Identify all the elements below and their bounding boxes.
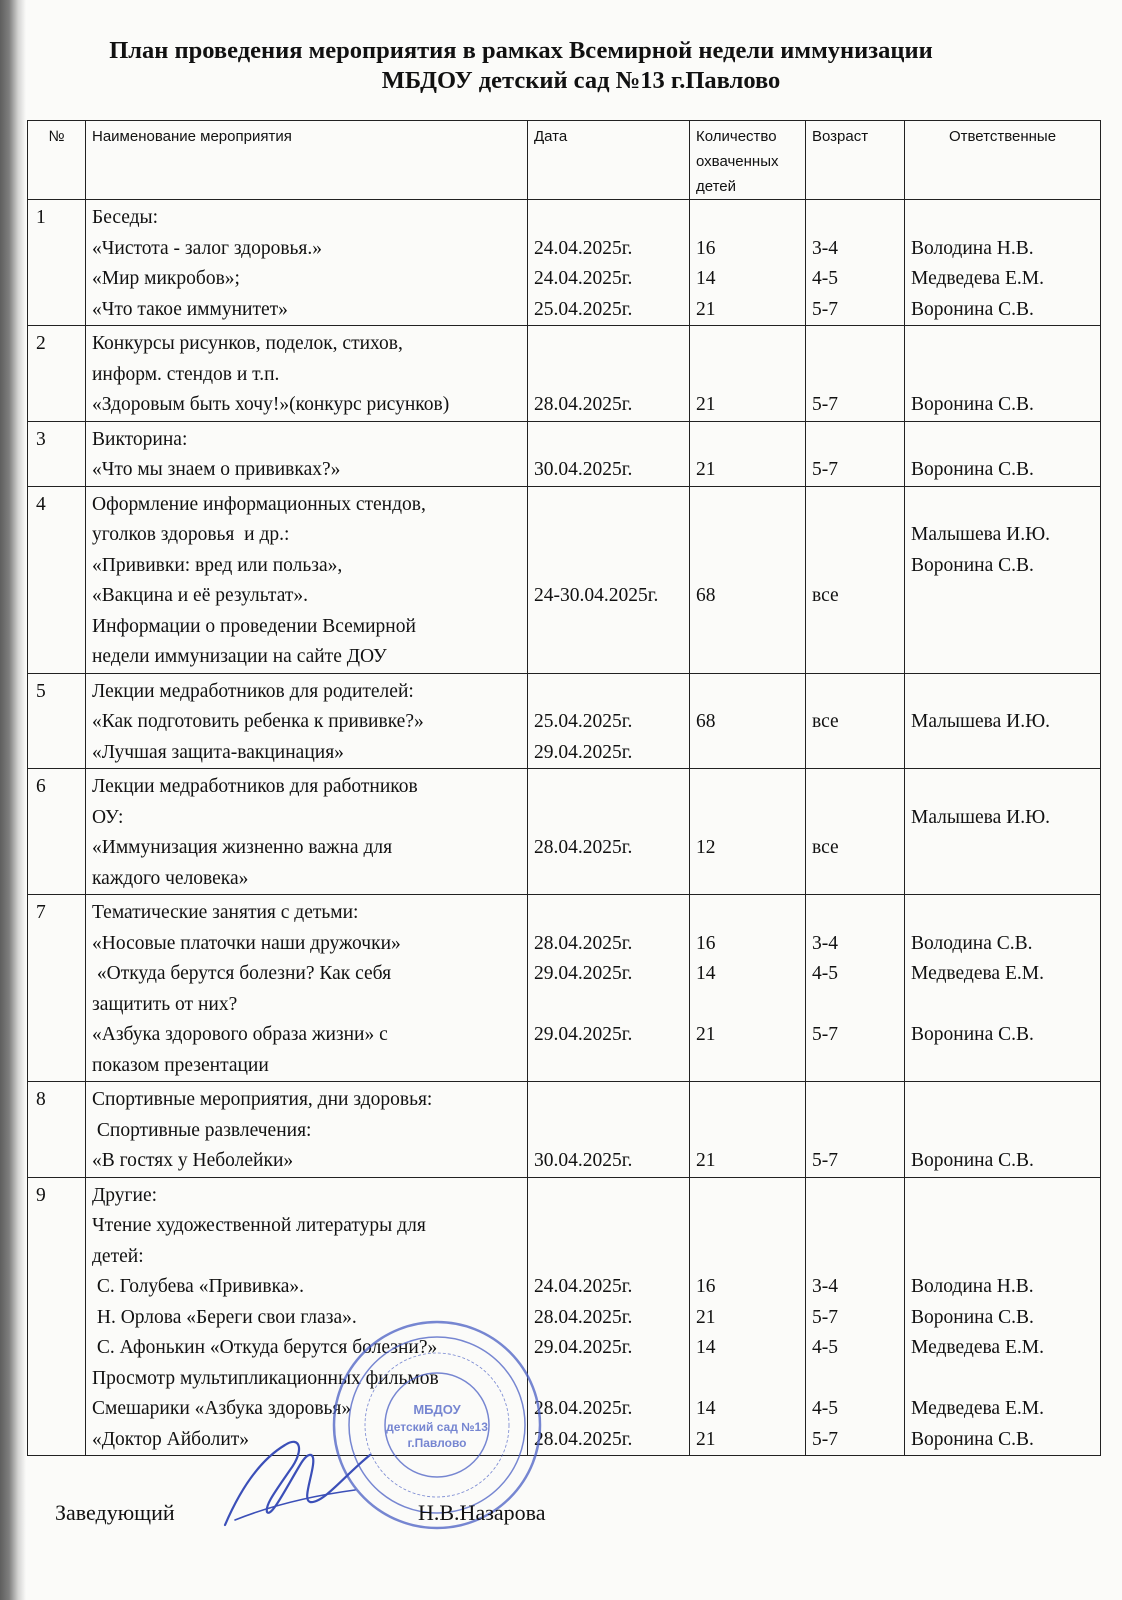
cell-date-line: 29.04.2025г.	[534, 963, 633, 984]
cell-date-line	[534, 1085, 683, 1116]
cell-date-line	[534, 990, 683, 1021]
cell-age-line: 4-5	[812, 1398, 838, 1419]
cell-responsible-line	[911, 772, 1094, 803]
cell-children-count-line	[696, 1211, 799, 1242]
cell-date-line: 29.04.2025г.	[534, 1024, 633, 1045]
cell-date-line: 24.04.2025г.	[534, 237, 633, 259]
cell-responsible-line: Медведева Е.М.	[911, 963, 1044, 984]
cell-responsible	[905, 673, 1101, 769]
cell-children-count-line: 12	[696, 837, 716, 858]
cell-event-name	[86, 673, 528, 769]
cell-responsible-line	[911, 425, 1094, 456]
cell-age	[806, 895, 905, 1082]
cell-age-line	[812, 990, 898, 1021]
cell-age-line: все	[812, 837, 839, 858]
footer-position: Заведующий	[55, 1500, 175, 1525]
cell-responsible-line	[911, 1181, 1094, 1212]
cell-date-line: 24-30.04.2025г.	[534, 585, 659, 606]
cell-children-count-line	[696, 551, 799, 582]
cell-responsible-line	[911, 203, 1094, 234]
cell-date	[528, 769, 690, 895]
cell-children-count	[690, 421, 806, 486]
cell-num: 4	[28, 486, 86, 673]
cell-age-line: 5-7	[812, 1150, 838, 1171]
cell-date-line	[534, 1116, 683, 1147]
cell-responsible-line	[911, 360, 1094, 391]
cell-event-name-line: Лекции медработников для родителей:	[92, 680, 414, 702]
cell-children-count-line	[696, 612, 799, 643]
cell-children-count-line: 16	[696, 1276, 716, 1297]
cell-responsible-line	[911, 1242, 1094, 1273]
cell-event-name-line: С. Голубева «Прививка».	[92, 1276, 305, 1297]
cell-children-count	[690, 326, 806, 422]
cell-children-count-line	[696, 677, 799, 708]
seal-text-line: г.Павлово	[407, 1436, 467, 1450]
table-row	[28, 486, 1101, 673]
cell-age-line: все	[812, 585, 839, 606]
table-row	[28, 200, 1101, 326]
cell-date	[528, 1082, 690, 1178]
cell-event-name-line: «Что мы знаем о прививках?»	[92, 459, 341, 480]
cell-age-line	[812, 803, 898, 834]
cell-age-line	[812, 1181, 898, 1212]
cell-age-line: 4-5	[812, 268, 838, 289]
cell-date	[528, 421, 690, 486]
cell-age	[806, 200, 905, 326]
header-name: Наименование мероприятия	[86, 121, 528, 200]
cell-children-count-line	[696, 1116, 799, 1147]
cell-date-line	[534, 1181, 683, 1212]
cell-children-count-line	[696, 1085, 799, 1116]
cell-children-count-line	[696, 1051, 799, 1082]
cell-date-line: 25.04.2025г.	[534, 298, 633, 320]
cell-event-name-line: защитить от них?	[92, 993, 238, 1015]
cell-age	[806, 421, 905, 486]
cell-responsible-line: Воронина С.В.	[911, 298, 1034, 320]
cell-responsible	[905, 200, 1101, 326]
cell-age	[806, 486, 905, 673]
cell-age-line	[812, 1242, 898, 1273]
cell-date	[528, 326, 690, 422]
cell-children-count-line	[696, 329, 799, 360]
cell-responsible-line	[911, 833, 1094, 864]
cell-responsible-line: Воронина С.В.	[911, 1150, 1034, 1171]
cell-event-name	[86, 895, 528, 1082]
events-table	[27, 120, 1101, 1456]
table-row	[28, 1082, 1101, 1178]
cell-date-line	[534, 677, 683, 708]
cell-responsible	[905, 421, 1101, 486]
signature-mark	[205, 1420, 375, 1540]
seal-text-line: детский сад №13	[386, 1420, 488, 1434]
cell-responsible-line: Воронина С.В.	[911, 1306, 1034, 1328]
cell-age-line: 3-4	[812, 1276, 838, 1297]
cell-age-line	[812, 329, 898, 360]
cell-children-count-line	[696, 203, 799, 234]
cell-age	[806, 1082, 905, 1178]
cell-event-name-line: «Иммунизация жизненно важна для	[92, 837, 393, 858]
cell-event-name-line: «Откуда берутся болезни? Как себя	[92, 963, 392, 984]
cell-age-line: 5-7	[812, 1306, 838, 1328]
cell-event-name-line: «Что такое иммунитет»	[92, 298, 288, 320]
cell-responsible-line	[911, 1085, 1094, 1116]
cell-event-name-line: Информации о проведении Всемирной	[92, 615, 416, 637]
cell-responsible-line	[911, 1211, 1094, 1242]
header-count-line: детей	[696, 178, 737, 195]
cell-event-name-line: информ. стендов и т.п.	[92, 363, 280, 385]
cell-children-count-line: 21	[696, 298, 716, 320]
table-body	[28, 200, 1101, 1456]
header-responsible: Ответственные	[905, 121, 1101, 200]
table-row	[28, 1177, 1101, 1456]
cell-date	[528, 895, 690, 1082]
cell-date-line: 28.04.2025г.	[534, 394, 633, 415]
cell-date-line	[534, 1211, 683, 1242]
cell-date-line: 24.04.2025г.	[534, 268, 633, 289]
cell-age-line: 5-7	[812, 459, 838, 480]
cell-event-name-line: уголков здоровья и др.:	[92, 524, 290, 545]
cell-children-count-line: 21	[696, 1306, 716, 1328]
cell-responsible-line	[911, 677, 1094, 708]
cell-age-line	[812, 551, 898, 582]
cell-age-line	[812, 864, 898, 895]
cell-age-line	[812, 1085, 898, 1116]
cell-responsible	[905, 326, 1101, 422]
header-count-line: Количество	[696, 128, 777, 145]
cell-responsible-line: Медведева Е.М.	[911, 268, 1044, 289]
cell-children-count	[690, 673, 806, 769]
cell-date-line: 28.04.2025г.	[534, 837, 633, 858]
cell-date-line: 29.04.2025г.	[534, 741, 633, 763]
cell-date-line	[534, 520, 683, 551]
cell-children-count-line: 16	[696, 932, 716, 954]
cell-date	[528, 1177, 690, 1456]
cell-children-count-line	[696, 990, 799, 1021]
cell-children-count-line	[696, 642, 799, 673]
cell-num: 7	[28, 895, 86, 1082]
cell-event-name-line: «Вакцина и её результат».	[92, 585, 308, 606]
cell-responsible-line	[911, 1364, 1094, 1395]
cell-date-line: 28.04.2025г.	[534, 1428, 633, 1450]
cell-age-line	[812, 898, 898, 929]
cell-responsible-line	[911, 490, 1094, 521]
cell-children-count-line	[696, 1364, 799, 1395]
cell-date-line: 28.04.2025г.	[534, 1398, 633, 1419]
cell-date-line: 28.04.2025г.	[534, 1306, 633, 1328]
cell-responsible	[905, 1082, 1101, 1178]
cell-date-line: 29.04.2025г.	[534, 1337, 633, 1358]
cell-event-name-line: недели иммунизации на сайте ДОУ	[92, 646, 387, 667]
cell-children-count-line: 21	[696, 459, 716, 480]
scan-shadow-edge	[0, 0, 26, 1600]
cell-responsible-line: Воронина С.В.	[911, 1024, 1034, 1045]
cell-date-line	[534, 203, 683, 234]
cell-date-line	[534, 803, 683, 834]
cell-responsible-line: Малышева И.Ю.	[911, 524, 1051, 545]
cell-children-count-line: 68	[696, 711, 716, 732]
cell-age-line: 3-4	[812, 932, 838, 954]
cell-event-name-line: «Азбука здорового образа жизни» с	[92, 1024, 388, 1045]
cell-age-line	[812, 642, 898, 673]
cell-responsible-line: Воронина С.В.	[911, 1428, 1034, 1450]
header-date: Дата	[528, 121, 690, 200]
cell-children-count	[690, 1177, 806, 1456]
cell-children-count	[690, 200, 806, 326]
cell-children-count-line	[696, 1181, 799, 1212]
cell-event-name-line: «Мир микробов»;	[92, 268, 240, 289]
cell-age	[806, 673, 905, 769]
cell-event-name-line: «Как подготовить ребенка к прививке?»	[92, 711, 424, 732]
page-title: План проведения мероприятия в рамках Всемирной недели иммунизации	[109, 37, 933, 64]
cell-event-name-line: Смешарики «Азбука здоровья»	[92, 1398, 352, 1419]
cell-event-name	[86, 1082, 528, 1178]
table-row	[28, 769, 1101, 895]
cell-num: 9	[28, 1177, 86, 1456]
cell-event-name-line: «Чистота - залог здоровья.»	[92, 237, 323, 259]
cell-age-line	[812, 360, 898, 391]
cell-responsible-line: Володина Н.В.	[911, 237, 1034, 259]
cell-responsible-line	[911, 581, 1094, 612]
header-num: №	[28, 121, 86, 200]
cell-responsible-line: Воронина С.В.	[911, 459, 1034, 480]
cell-age-line	[812, 612, 898, 643]
cell-num: 3	[28, 421, 86, 486]
cell-date	[528, 200, 690, 326]
page-subtitle: МБДОУ детский сад №13 г.Павлово	[381, 67, 781, 94]
cell-age-line: 5-7	[812, 1428, 838, 1450]
cell-age-line	[812, 425, 898, 456]
cell-date	[528, 673, 690, 769]
cell-children-count-line	[696, 360, 799, 391]
cell-responsible-line	[911, 642, 1094, 673]
cell-event-name-line: Викторина:	[92, 428, 188, 450]
cell-responsible-line: Малышева И.Ю.	[911, 711, 1051, 732]
cell-date-line	[534, 1242, 683, 1273]
cell-date-line	[534, 425, 683, 456]
cell-children-count	[690, 1082, 806, 1178]
cell-responsible-line	[911, 612, 1094, 643]
cell-date-line	[534, 612, 683, 643]
cell-date-line: 28.04.2025г.	[534, 932, 633, 954]
cell-event-name-line: Лекции медработников для работников	[92, 776, 418, 797]
cell-children-count-line	[696, 425, 799, 456]
cell-children-count-line	[696, 738, 799, 769]
cell-event-name-line: Спортивные мероприятия, дни здоровья:	[92, 1089, 433, 1110]
cell-children-count-line	[696, 864, 799, 895]
cell-date-line	[534, 1051, 683, 1082]
cell-age-line: 4-5	[812, 963, 838, 984]
cell-event-name	[86, 200, 528, 326]
cell-date-line: 30.04.2025г.	[534, 459, 633, 480]
cell-date-line	[534, 329, 683, 360]
cell-children-count-line	[696, 772, 799, 803]
table-row	[28, 326, 1101, 422]
cell-children-count-line: 21	[696, 1150, 716, 1171]
seal-text-line: МБДОУ	[413, 1402, 461, 1417]
cell-event-name	[86, 486, 528, 673]
table-row	[28, 673, 1101, 769]
cell-num: 8	[28, 1082, 86, 1178]
header-age: Возраст	[806, 121, 905, 200]
cell-event-name-line: каждого человека»	[92, 867, 249, 889]
cell-responsible-line: Медведева Е.М.	[911, 1398, 1044, 1419]
cell-date-line	[534, 864, 683, 895]
cell-age-line: 5-7	[812, 298, 838, 320]
cell-children-count-line: 21	[696, 394, 716, 415]
cell-responsible-line	[911, 990, 1094, 1021]
cell-children-count-line: 14	[696, 963, 716, 984]
cell-responsible	[905, 1177, 1101, 1456]
cell-responsible-line	[911, 738, 1094, 769]
cell-children-count	[690, 486, 806, 673]
cell-children-count-line: 16	[696, 237, 716, 259]
cell-children-count	[690, 769, 806, 895]
cell-event-name-line: «В гостях у Неболейки»	[92, 1150, 294, 1171]
cell-age	[806, 769, 905, 895]
cell-age-line: 3-4	[812, 237, 838, 259]
cell-num: 5	[28, 673, 86, 769]
cell-date-line	[534, 898, 683, 929]
cell-children-count	[690, 895, 806, 1082]
cell-age-line	[812, 677, 898, 708]
cell-date-line: 24.04.2025г.	[534, 1276, 633, 1297]
cell-children-count-line	[696, 803, 799, 834]
cell-event-name-line: «Доктор Айболит»	[92, 1428, 250, 1450]
cell-date-line: 25.04.2025г.	[534, 711, 633, 732]
cell-children-count-line	[696, 520, 799, 551]
cell-children-count-line: 21	[696, 1024, 716, 1045]
cell-event-name-line: детей:	[92, 1245, 144, 1267]
table-row	[28, 421, 1101, 486]
cell-event-name-line: Беседы:	[92, 207, 159, 228]
cell-responsible-line	[911, 1116, 1094, 1147]
cell-event-name-line: Тематические занятия с детьми:	[92, 902, 359, 923]
cell-date-line	[534, 772, 683, 803]
cell-children-count-line	[696, 1242, 799, 1273]
cell-event-name	[86, 326, 528, 422]
cell-event-name-line: «Здоровым быть хочу!»(конкурс рисунков)	[92, 394, 450, 415]
cell-event-name-line: Просмотр мультипликационных фильмов	[92, 1367, 439, 1389]
cell-event-name-line: Спортивные развлечения:	[92, 1119, 312, 1141]
cell-num: 6	[28, 769, 86, 895]
cell-event-name-line: Оформление информационных стендов,	[92, 493, 426, 515]
cell-age-line: 5-7	[812, 1024, 838, 1045]
cell-age-line: 5-7	[812, 394, 838, 415]
cell-responsible-line	[911, 898, 1094, 929]
cell-event-name-line: «Лучшая защита-вакцинация»	[92, 741, 344, 763]
table-row	[28, 895, 1101, 1082]
cell-date	[528, 486, 690, 673]
cell-children-count-line: 21	[696, 1428, 716, 1450]
cell-responsible-line: Володина С.В.	[911, 932, 1033, 954]
cell-responsible	[905, 895, 1101, 1082]
cell-responsible	[905, 486, 1101, 673]
cell-age-line	[812, 1116, 898, 1147]
cell-event-name	[86, 421, 528, 486]
cell-age-line	[812, 1051, 898, 1082]
cell-responsible-line	[911, 1051, 1094, 1082]
cell-responsible	[905, 769, 1101, 895]
cell-date-line	[534, 551, 683, 582]
table-header-row	[28, 121, 1101, 200]
cell-date-line	[534, 490, 683, 521]
cell-responsible-line: Медведева Е.М.	[911, 1337, 1044, 1358]
cell-event-name-line: «Прививки: вред или польза»,	[92, 554, 343, 576]
cell-event-name-line: показом презентации	[92, 1054, 269, 1076]
header-count	[690, 121, 806, 200]
cell-children-count-line: 14	[696, 1337, 716, 1358]
cell-event-name-line: Чтение художественной литературы для	[92, 1215, 426, 1236]
cell-age	[806, 1177, 905, 1456]
cell-children-count-line: 14	[696, 1398, 716, 1419]
cell-num: 1	[28, 200, 86, 326]
cell-children-count-line: 68	[696, 585, 716, 606]
cell-responsible-line: Малышева И.Ю.	[911, 806, 1051, 828]
cell-responsible-line: Воронина С.В.	[911, 554, 1034, 576]
cell-age-line	[812, 1211, 898, 1242]
cell-event-name-line: ОУ:	[92, 806, 124, 828]
cell-event-name-line: Другие:	[92, 1184, 158, 1206]
cell-age-line	[812, 203, 898, 234]
cell-responsible-line: Воронина С.В.	[911, 394, 1034, 415]
cell-event-name-line: С. Афонькин «Откуда берутся болезни?»	[92, 1337, 438, 1358]
cell-event-name-line: Конкурсы рисунков, поделок, стихов,	[92, 333, 403, 354]
cell-age-line	[812, 772, 898, 803]
cell-date-line	[534, 1364, 683, 1395]
cell-age-line: все	[812, 711, 839, 732]
cell-age	[806, 326, 905, 422]
cell-responsible-line	[911, 329, 1094, 360]
cell-children-count-line	[696, 490, 799, 521]
cell-responsible-line: Володина Н.В.	[911, 1276, 1034, 1297]
cell-age-line	[812, 490, 898, 521]
cell-age-line: 4-5	[812, 1337, 838, 1358]
cell-age-line	[812, 1364, 898, 1395]
cell-age-line	[812, 520, 898, 551]
cell-date-line	[534, 360, 683, 391]
cell-date-line	[534, 642, 683, 673]
header-count-line: охваченных	[696, 153, 779, 170]
cell-responsible-line	[911, 864, 1094, 895]
cell-children-count-line: 14	[696, 268, 716, 289]
cell-date-line: 30.04.2025г.	[534, 1150, 633, 1171]
cell-event-name	[86, 769, 528, 895]
cell-age-line	[812, 738, 898, 769]
cell-event-name-line: Н. Орлова «Береги свои глаза».	[92, 1306, 357, 1328]
footer-signatory-name: Н.В.Назарова	[418, 1500, 546, 1525]
cell-children-count-line	[696, 898, 799, 929]
cell-event-name-line: «Носовые платочки наши дружочки»	[92, 932, 401, 954]
cell-num: 2	[28, 326, 86, 422]
